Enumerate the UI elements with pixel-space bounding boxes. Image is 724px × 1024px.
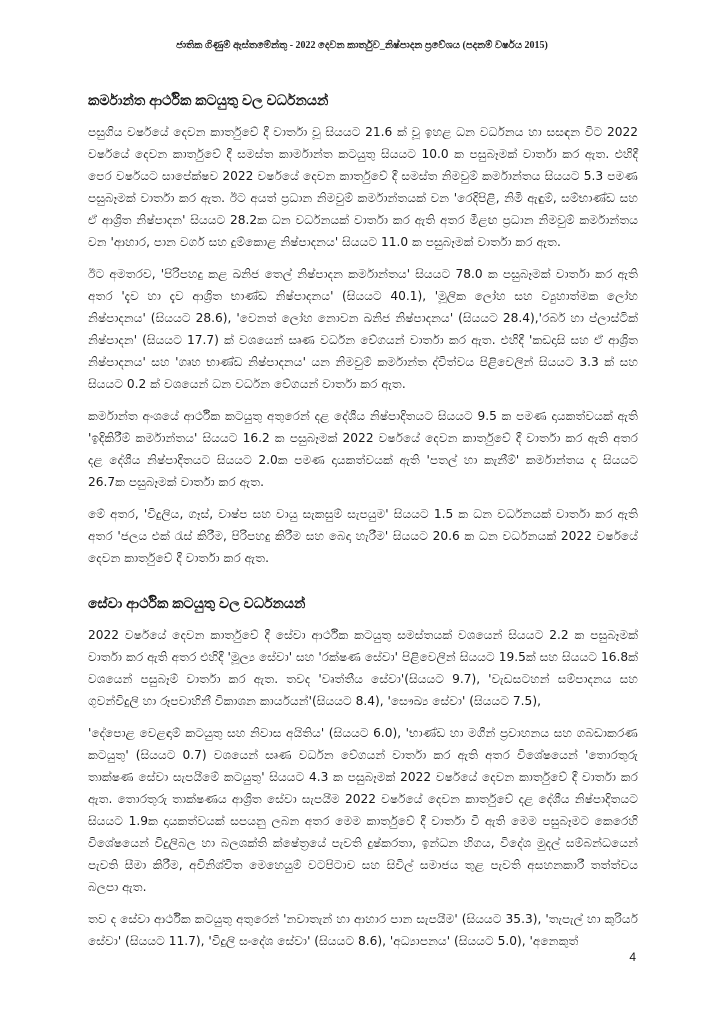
paragraph: ඊට අමතරව, 'පිරිපහදු කළ ඛනිජ තෙල් නිෂ්පාදන කර්මාන්තය' සියයට 78.0 ක පසුබෑමක් වාර්තා කර ඇති අතර 'දැව හා දැව ආශ්‍රිත භාණ්ඩ නිෂ්පාදනය' (සියයට 40.1), 'මූලික ලෝහ සහ ව්‍යුහාත්මක ලෝහ නිෂ්පාදනය' (සියයට 28.6), 'වෙනත් ලෝහ නොවන ඛනිජ නිෂ්පාදනය' (සියයට 28.4),'රබර් හා ප්ලාස්ටික් නිෂ්පාදන' (සියයට 17.7) ක් වශයෙන් සෘණ වර්ධන වේගයන් වාර්තා කර ඇත. එහිදී 'කඩදාසි සහ ඒ ආශ්‍රිත නිෂ්පාදනය' සහ 'ගෘහ භාණ්ඩ නිෂ්පාදනය' යන නිමවුම් කර්මාන්ත ද්විත්වය පිළිවෙලින් සියයට 3.3 ක් සහ සියයට 0.2 ක් වශයෙන් ධන වර්ධන වේගයන් වාර්තා කර ඇත. — [88, 267, 638, 391]
section-services — [88, 595, 638, 962]
section-industry — [88, 92, 638, 579]
paragraph: පසුගිය වර්ෂයේ දෙවන කාර්තුවේ දී වාර්තා වූ සියයට 21.6 ක් වූ ඉහළ ධන වර්ධනය හා සසඳන විට 2022 වර්ෂයේ දෙවන කාර්තුවේ දී සමස්ත කාර්මාන්ත කටයුතු සියයට 10.0 ක පසුබෑමක් වාර්තා කර ඇත. එහිදී පෙර වර්ෂයට සාපේක්ෂව 2022 වර්ෂයේ දෙවන කාර්තුවේ දී සමස්ත නිමවුම් කර්මාන්තය සියයට 5.3 පමණ පසුබෑමක් වාර්තා කර ඇත. ඊට අයත් ප්‍රධාන නිමවුම් කර්මාන්තයක් වන 'රෙදිපිළි, නිමි ඇඳුම්, සම්භාණ්ඩ සහ ඒ ආශ්‍රිත නිෂ්පාදන' සියයට 28.2ක ධන වර්ධනයක් වාර්තා කර ඇති අතර මීළඟ ප්‍රධාන නිමවුම් කර්මාන්තය වන 'ආහාර, පාන වර්ග සහ දුම්කොළ නිෂ්පාදනය' සියයට 11.0 ක පසුබෑමක් වාර්තා කර ඇත. — [88, 125, 638, 249]
paragraph: තව ද සේවා ආර්ථික කටයුතු අතුරෙන් 'නවාතැන් හා ආහාර පාන සැපයීම' (සියයට 35.3), 'තැපැල් හා කුරියර් සේවා' (සියයට 11.7), 'විදුලි සංදේශ සේවා' (සියයට 8.6), 'අධ්‍යාපනය' (සියයට 5.0), 'අනෙකුත් — [88, 912, 638, 948]
paragraph: මේ අතර, 'විදුලිය, ගෑස්, වාෂ්ප සහ වායු සැකසුම් සැපයුම' සියයට 1.5 ක ධන වර්ධනයක් වාර්තා කර ඇති අතර 'ජලය එක් රැස් කිරීම, පිරිපහදු කිරීම සහ බෙදා හැරීම' සියයට 20.6 ක ධන වර්ධනයක් 2022 වර්ෂයේ දෙවන කාර්තුවේ දී වාර්තා කර ඇත. — [88, 507, 638, 565]
section-heading: කර්මාන්ත ආර්ථික කටයුතු වල වර්ධනයන් — [88, 92, 329, 108]
paragraph: 'දේපොළ වෙළඳාම් කටයුතු සහ නිවාස අයිතිය' (සියයට 6.0), 'භාණ්ඩ හා මගීන් ප්‍රවාහනය සහ ගබඩාකරණ කටයුතු' (සියයට 0.7) වශයෙන් සෘණ වර්ධන වේගයන් වාර්තා කර ඇති අතර විශේෂයෙන් 'තොරතුරු තාක්ෂණ සේවා සැපයීමේ කටයුතු' සියයට 4.3 ක පසුබෑමක් 2022 වර්ෂයේ දෙවන කාර්තුවේ දී වාර්තා කර ඇත. තොරතුරු තාක්ෂණය ආශ්‍රිත සේවා සැපයීම 2022 වර්ෂයේ දෙවන කාර්තුවේ දළ දේශීය නිෂ්පාදිතයට සියයට 1.9ක දායකත්වයක් සපයනු ලබන අතර මෙම කාර්තුවේ දී වාර්තා වී ඇති මෙම පසුබෑමට කෙරෙහි විශේෂයෙන් විදුලිබල හා බලශක්ති ක්ෂේත්‍රයේ පැවති දුෂ්කරතා, ඉන්ධන හිගය, විදේශ මුදල් සම්බන්ධයෙන් පැවති සීමා කිරීම, අවිනිශ්චිත මෙහෙයුම් වටපිටාව සහ සිවිල් සමාජය තුළ පැවති අසහනකාරී තත්ත්වය බලපා ඇත. — [88, 726, 638, 894]
running-header: ජාතික ගිණුම් ඇස්තමේන්තු - 2022 දෙවන කාර්තුව_නිෂ්පාදන ප්‍රවේශය (පදනම් වර්ෂය 2015) — [176, 40, 548, 51]
section-heading: සේවා ආර්ථික කටයුතු වල වර්ධනයන් — [88, 595, 306, 611]
paragraph: 2022 වර්ෂයේ දෙවන කාර්තුවේ දී සේවා ආර්ථික කටයුතු සමස්තයක් වශයෙන් සියයට 2.2 ක පසුබෑමක් වාර්තා කර ඇති අතර එහිදී 'මූල්‍ය සේවා' සහ 'රක්ෂණ සේවා' පිළිවෙලින් සියයට 19.5ක් සහ සියයට 16.8ක් වශයෙන් පසුබෑම් වාර්තා කර ඇත. තවද 'වෘත්තීය සේවා'(සියයට 9.7), 'වැඩසටහන් සම්පාදනය සහ ගුවන්විදුලි හා රූපවාහිනී විකාශන කාර්යයන්'(සියයට 8.4), 'සෞඛ්‍ය සේවා' (සියයට 7.5), — [88, 628, 638, 708]
paragraph: කර්මාන්ත අංශයේ ආර්ථික කටයුතු අතුරෙන් දළ දේශීය නිෂ්පාදිතයට සියයට 9.5 ක පමණ දායකත්වයක් ඇති 'ඉදිකිරීම් කර්මාන්තය' සියයට 16.2 ක පසුබෑමක් 2022 වර්ෂයේ දෙවන කාර්තුවේ දී වාර්තා කර ඇති අතර දළ දේශීය නිෂ්පාදිතයට සියයට 2.0ක පමණ දායකත්වයක් ඇති 'පතල් හා කැනීම්' කර්මාන්තය ද සියයට 26.7ක පසුබෑමක් වාර්තා කර ඇත. — [88, 409, 638, 489]
page-number: 4 — [629, 950, 636, 964]
